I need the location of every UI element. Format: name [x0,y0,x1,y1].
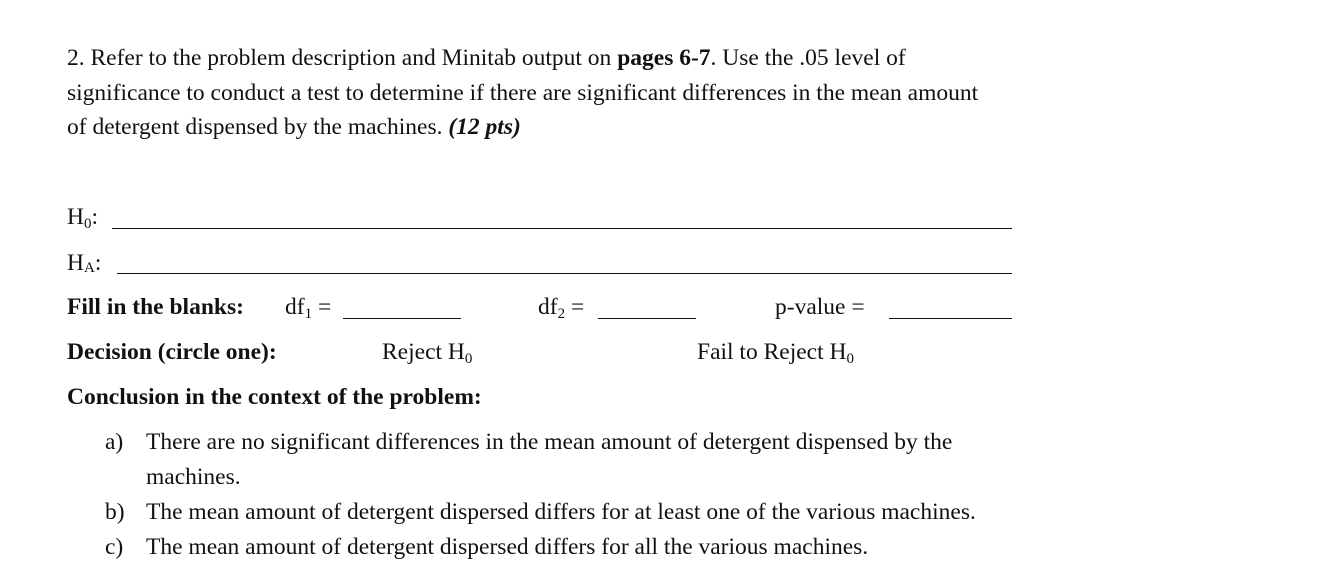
option-letter: a) [105,429,124,455]
alt-hypothesis-blank[interactable] [117,273,1012,274]
fill-blanks-label: Fill in the blanks: [67,294,244,320]
question-line-2: significance to conduct a test to determine if there are significant differences in the mean amount [67,80,979,106]
fail-to-reject-h0-option[interactable]: Fail to Reject $H_0$ [697,339,854,367]
reject-h0-option[interactable]: Reject $H_0$ [382,339,473,367]
df2-blank[interactable] [598,318,696,319]
pvalue-label: p-value = [775,294,865,320]
question-line-1 [67,45,906,72]
option-letter: c) [105,534,124,560]
option-text: The mean amount of detergent dispersed differs for at least one of the various machines. [146,499,976,525]
df1-blank[interactable] [343,318,461,319]
question-points: (12 pts) [448,114,521,140]
alt-hypothesis-label: HA: [67,250,102,276]
question-line-3-pre: of detergent dispensed by the machines. [67,114,449,140]
null-hypothesis-blank[interactable] [112,228,1012,229]
option-text: The mean amount of detergent dispersed differs for all the various machines. [146,534,869,560]
question-line-3 [67,114,521,141]
df2-label: $df_2$ = [538,294,585,322]
option-letter: b) [105,499,125,525]
option-text: There are no significant differences in the mean amount of detergent dispensed by the [146,429,953,455]
pvalue-blank[interactable] [889,318,1012,319]
conclusion-label: Conclusion in the context of the problem: [67,384,482,410]
question-page-reference: pages 6-7 [617,45,711,71]
null-hypothesis-label: $H_0$: [67,204,99,232]
option-text-continued: machines. [146,464,241,490]
question-line-1-post: . Use the .05 level of [710,45,906,71]
decision-label: Decision (circle one): [67,339,277,365]
df1-label: $df_1$ = [285,294,332,322]
question-line-1-pre: 2. Refer to the problem description and Minitab output on [67,45,618,71]
